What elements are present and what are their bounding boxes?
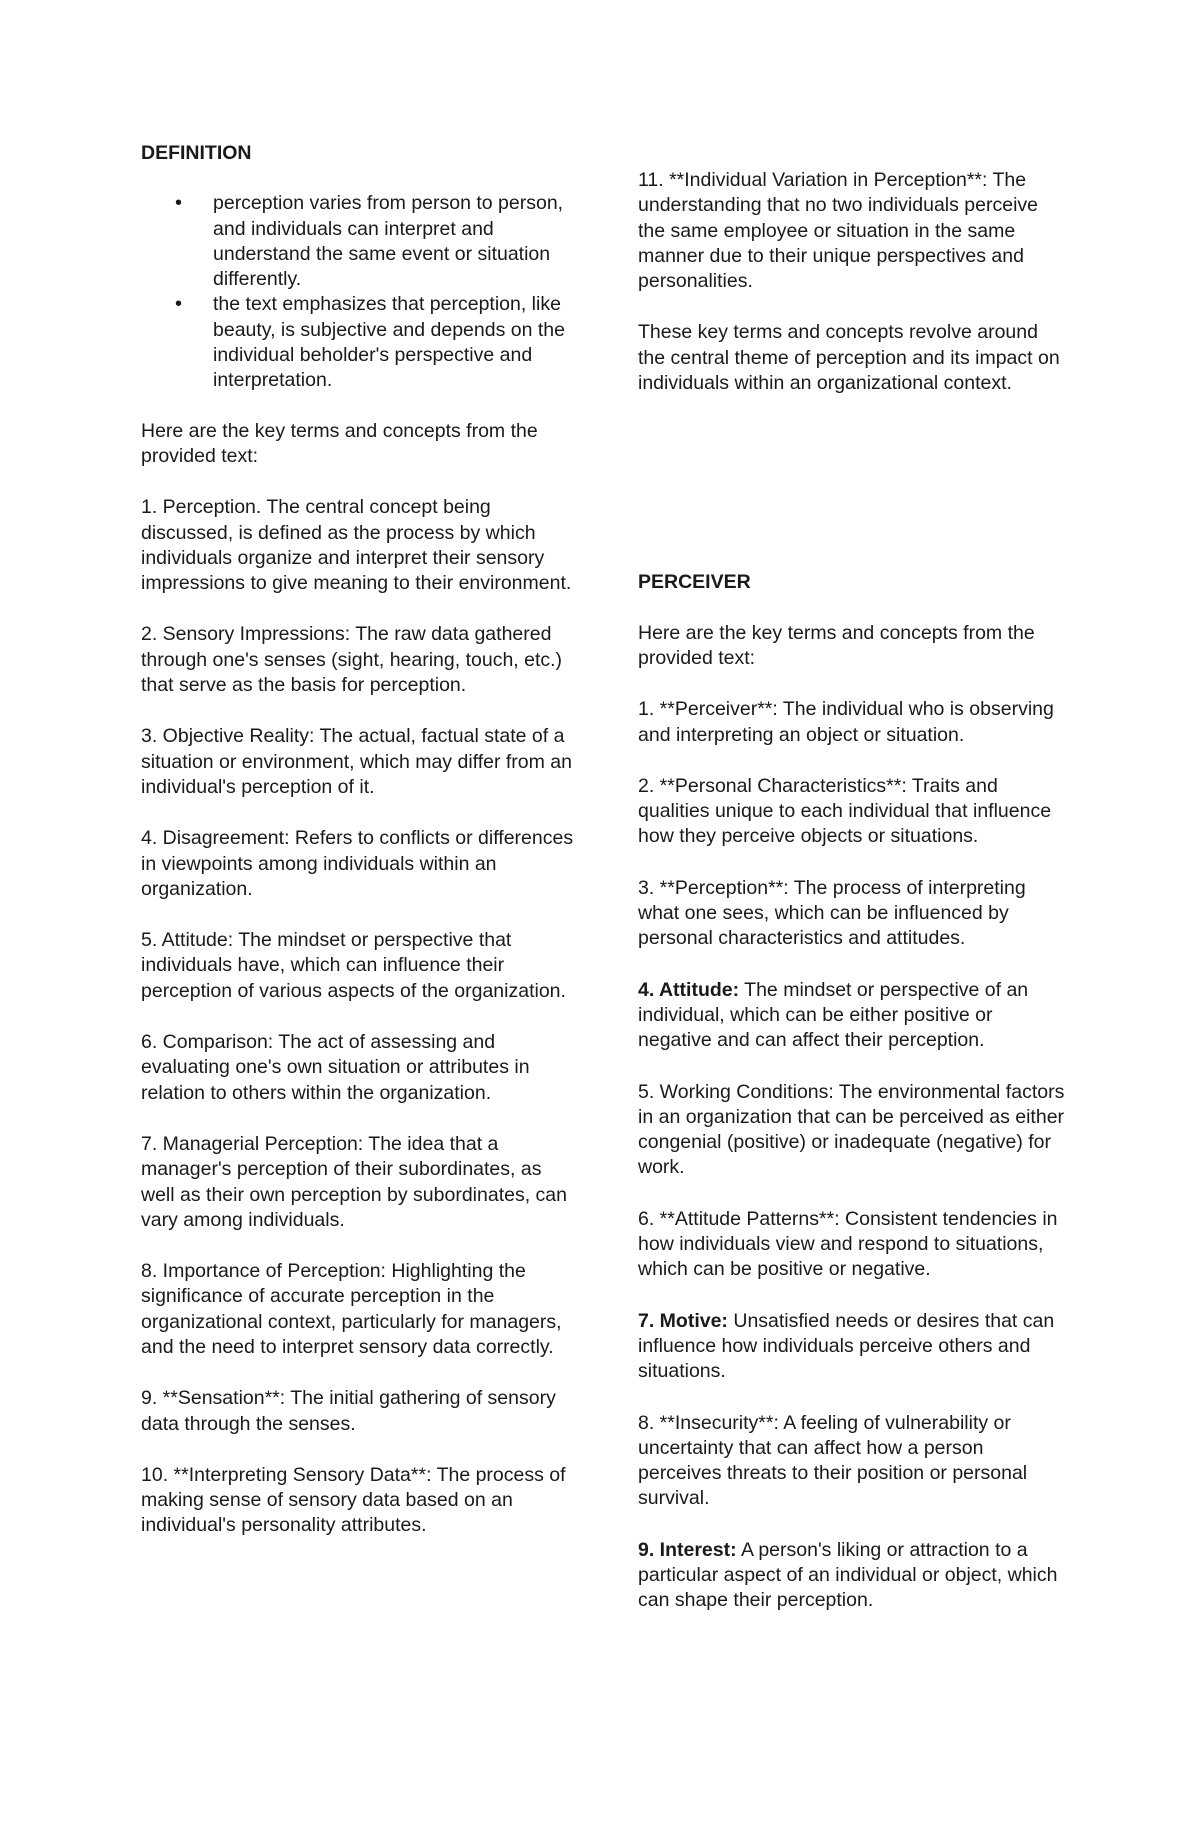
perceiver-item-text: 2. **Personal Characteristics**: Traits and qualities unique to each individual that influence how they perceive objects or situations. [638, 774, 1052, 848]
perceiver-heading: PERCEIVER [638, 571, 751, 594]
perceiver-item [638, 1309, 1068, 1385]
term-item: 6. Comparison: The act of assessing and evaluating one's own situation or attributes in relation to others within the organization. [141, 1031, 530, 1104]
term-item: 10. **Interpreting Sensory Data**: The process of making sense of sensory data based on an individual's personality attributes. [141, 1463, 566, 1537]
term-item: 2. Sensory Impressions: The raw data gathered through one's senses (sight, hearing, touch, etc.) that serve as the basis for perception. [141, 623, 563, 697]
perceiver-item [638, 774, 1068, 850]
perceiver-item-label: 7. Motive: [638, 1309, 728, 1332]
term-item: 4. Disagreement: Refers to conflicts or differences in viewpoints among individuals within an organization. [141, 827, 574, 900]
term-item: 7. Managerial Perception: The idea that a manager's perception of their subordinates, as well as their own perception by subordinates, can vary among individuals. [141, 1132, 567, 1231]
perceiver-item [638, 1411, 1068, 1512]
perceiver-item [638, 1538, 1068, 1614]
bullet-text: the text emphasizes that perception, like beauty, is subjective and depends on the individual beholder's perspective and interpretation. [213, 293, 565, 392]
perceiver-item-text: 5. Working Conditions: The environmental factors in an organization that can be perceived as either congenial (positive) or inadequate (negative) for work. [638, 1080, 1065, 1179]
bullet-icon: • [175, 192, 183, 215]
bullet-icon: • [175, 293, 183, 316]
left-column [141, 141, 575, 1565]
perceiver-item-label: 4. Attitude: [638, 978, 740, 1001]
definition-heading: DEFINITION [141, 142, 252, 164]
term-item: 1. Perception. The central concept being discussed, is defined as the process by which individuals organize and interpret their sensory impressions to give meaning to their environment. [141, 496, 572, 595]
perceiver-item-text: 6. **Attitude Patterns**: Consistent tendencies in how individuals view and respond to situations, which can be positive or negative. [638, 1207, 1058, 1281]
term-item: 9. **Sensation**: The initial gathering of sensory data through the senses. [141, 1387, 556, 1435]
perceiver-item-label: 9. Interest: [638, 1538, 737, 1561]
perceiver-item [638, 876, 1068, 952]
right-column [638, 168, 1068, 1640]
term-item-11: 11. **Individual Variation in Perception**: The understanding that no two individuals perceive the same employee or situation in the same manner due to their unique perspectives and personalities. [638, 169, 1039, 293]
perceiver-item [638, 978, 1068, 1054]
perceiver-item-text: Unsatisfied needs or desires that can influence how individuals perceive others and situations. [638, 1309, 1055, 1383]
perceiver-item-text: 1. **Perceiver**: The individual who is observing and interpreting an object or situation. [638, 698, 1054, 746]
perceiver-item [638, 1207, 1068, 1283]
definition-bullet-list [141, 191, 575, 393]
perceiver-item-text: The mindset or perspective of an individual, which can be either positive or negative and can affect their perception. [638, 978, 1029, 1052]
bullet-item [175, 292, 575, 393]
summary-paragraph: These key terms and concepts revolve around the central theme of perception and its impact on individuals within an organizational context. [638, 321, 1060, 395]
perceiver-item [638, 1080, 1068, 1181]
perceiver-intro-paragraph: Here are the key terms and concepts from the provided text: [638, 621, 1035, 669]
perceiver-item-text: 3. **Perception**: The process of interpreting what one sees, which can be influenced by personal characteristics and attitudes. [638, 876, 1026, 950]
bullet-text: perception varies from person to person, and individuals can interpret and understand the same event or situation differently. [213, 192, 564, 291]
perceiver-item-text: 8. **Insecurity**: A feeling of vulnerability or uncertainty that can affect how a person perceives threats to their position or personal survival. [638, 1411, 1028, 1510]
intro-paragraph: Here are the key terms and concepts from the provided text: [141, 419, 538, 467]
section-spacer [638, 422, 1068, 570]
term-item: 5. Attitude: The mindset or perspective that individuals have, which can influence their perception of various aspects of the organization. [141, 929, 566, 1002]
bullet-item [175, 191, 575, 292]
perceiver-item [638, 697, 1068, 748]
term-item: 8. Importance of Perception: Highlighting the significance of accurate perception in the organizational context, particularly for managers, and the need to interpret sensory data correctly. [141, 1260, 562, 1358]
term-item: 3. Objective Reality: The actual, factual state of a situation or environment, which may differ from an individual's perception of it. [141, 725, 572, 798]
perceiver-item-text: A person's liking or attraction to a particular aspect of an individual or object, which can shape their perception. [638, 1538, 1058, 1612]
